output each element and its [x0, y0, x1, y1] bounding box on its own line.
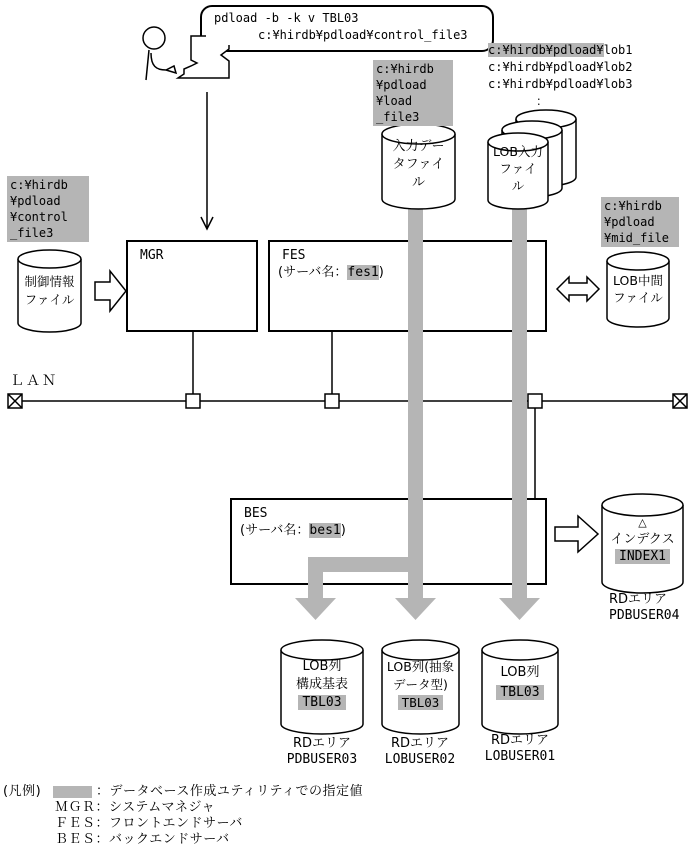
- lan-tap-fes-icon: [325, 394, 339, 408]
- fes-server-name-line: (サーバ名：fes1): [278, 265, 384, 280]
- lob-input-file-label: LOB入力 ファイ ル: [493, 144, 543, 193]
- command-line-1: pdload -b -k v TBL03: [214, 11, 359, 25]
- lan-tap-bes-icon: [528, 394, 542, 408]
- control-info-file-label: 制御情報 ファイル: [24, 274, 75, 307]
- lob-path-line3: c:¥hirdb¥pdload¥lob3: [488, 77, 633, 91]
- data-flow-arrows: [295, 204, 540, 620]
- lob-column-cylinder-label: LOB列 TBL03: [482, 663, 558, 703]
- index-triangle-icon: △: [638, 516, 647, 529]
- lob-path-ellipsis: ：: [536, 94, 549, 108]
- bes-server-name-line: (サーバ名：bes1): [240, 523, 346, 538]
- lob-input-flow-arrow: [499, 204, 540, 620]
- lob-column-rdarea-label: RDエリア LOBUSER01: [484, 733, 556, 764]
- legend-bes: ＢＥＳ：バックエンドサーバ: [55, 832, 230, 847]
- operator-person-icon: [143, 27, 176, 80]
- lob-path-line2: c:¥hirdb¥pdload¥lob2: [488, 60, 633, 74]
- lob-mid-file-label: LOB中間 ファイル: [613, 273, 663, 305]
- bes-server-name: bes1: [309, 523, 341, 538]
- branch-flow-arrow: [295, 557, 423, 620]
- lan-terminator-right-icon: [673, 394, 687, 408]
- index-name: INDEX1: [615, 549, 670, 564]
- base-table-cylinder-label: LOB列 構成基表 TBL03: [295, 659, 348, 710]
- fes-midfile-double-arrow-icon: [557, 277, 599, 301]
- fes-title: FES: [282, 248, 306, 263]
- legend-mgr: ＭＧＲ：システムマネジャ: [55, 800, 216, 815]
- lob-abstract-table-name: TBL03: [398, 695, 444, 710]
- fes-server-name: fes1: [347, 265, 379, 280]
- command-line-2: c:¥hirdb¥pdload¥control_file3: [258, 28, 468, 42]
- bes-to-index-arrow-icon: [555, 516, 598, 552]
- index-rdarea-label: RDエリア PDBUSER04: [609, 592, 680, 623]
- input-data-file-label: 入力デー タファイ ル: [392, 139, 445, 190]
- lan-terminator-left-icon: [8, 394, 22, 408]
- legend-swatch-label: ：データベース作成ユティリティでの指定値: [96, 784, 364, 799]
- base-table-rdarea-label: RDエリア PDBUSER03: [286, 736, 358, 767]
- index-cylinder-label: △ インデクス INDEX1: [602, 514, 683, 565]
- lan-label: ＬＡＮ: [10, 373, 58, 389]
- legend-highlight-swatch-icon: [53, 786, 92, 798]
- lob-abstract-rdarea-label: RDエリア LOBUSER02: [384, 736, 456, 767]
- lob-path-line1: c:¥hirdb¥pdload¥lob1: [488, 43, 633, 57]
- lob-input-path-list: [488, 42, 633, 110]
- load-file-path-label: c:¥hirdb ¥pdload ¥load _file3: [373, 60, 453, 126]
- control-to-mgr-arrow-icon: [95, 271, 126, 311]
- lob-abstract-cylinder-label: LOB列(抽象 データ型) TBL03: [386, 659, 455, 710]
- mgr-title: MGR: [140, 248, 164, 263]
- terminal-tail-icon: [178, 36, 229, 78]
- lan-backbone: [8, 330, 687, 498]
- legend-fes: ＦＥＳ：フロントエンドサーバ: [55, 816, 243, 831]
- control-file-path-label: c:¥hirdb ¥pdload ¥control _file3: [7, 176, 89, 242]
- legend-title: (凡例): [3, 784, 42, 799]
- lob-column-table-name: TBL03: [496, 685, 543, 700]
- command-to-mgr-arrow: [201, 92, 213, 229]
- bes-title: BES: [244, 506, 268, 521]
- base-table-name: TBL03: [298, 695, 345, 710]
- mid-file-path-label: c:¥hirdb ¥pdload ¥mid_file: [601, 197, 679, 247]
- lan-tap-mgr-icon: [186, 394, 200, 408]
